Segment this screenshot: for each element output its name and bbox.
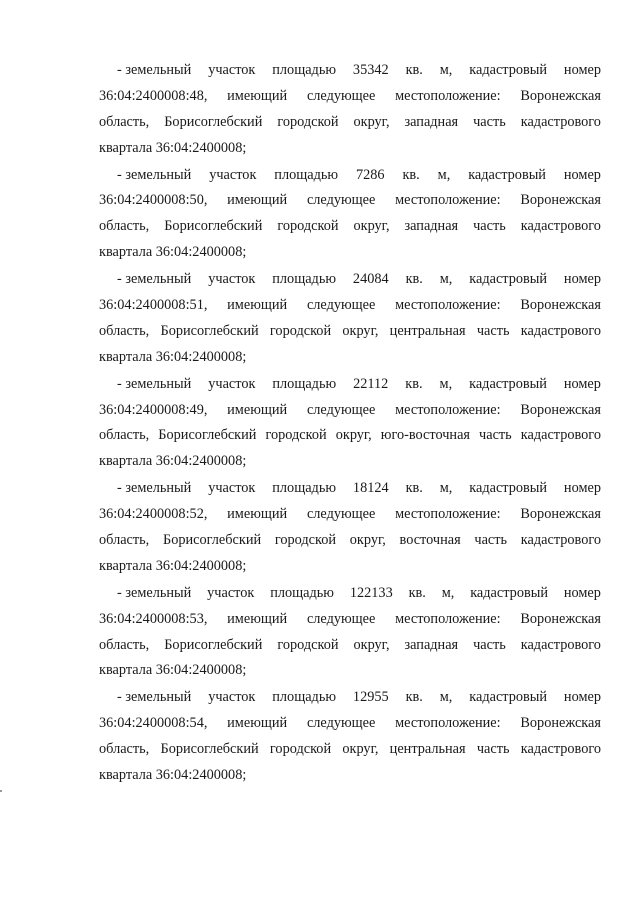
word: - земельный bbox=[117, 375, 192, 392]
word: - земельный bbox=[117, 584, 192, 601]
word: кв. bbox=[405, 480, 423, 497]
land-plot-item bbox=[99, 685, 601, 789]
word: часть bbox=[476, 741, 510, 758]
word: область, bbox=[99, 113, 150, 130]
word: следующее bbox=[306, 610, 376, 627]
item-line-first-line bbox=[99, 476, 601, 502]
word: местоположение: bbox=[395, 297, 501, 314]
word: - земельный bbox=[117, 271, 192, 288]
word: участок bbox=[208, 375, 256, 392]
word: имеющий bbox=[227, 192, 288, 209]
item-line-third-line bbox=[99, 110, 601, 136]
word: 36:04:2400008:50, bbox=[99, 192, 208, 209]
item-line-second-line bbox=[99, 84, 601, 110]
word: округ, bbox=[342, 741, 379, 758]
word: округ, bbox=[342, 322, 379, 339]
word: кв. bbox=[402, 166, 420, 183]
word: номер bbox=[563, 166, 601, 183]
land-plot-list bbox=[99, 58, 601, 790]
word: номер bbox=[563, 584, 601, 601]
word: м, bbox=[439, 62, 453, 78]
word: м, bbox=[439, 480, 453, 497]
item-line-second-line bbox=[99, 502, 601, 528]
word: кадастровый bbox=[469, 689, 548, 706]
word: часть bbox=[476, 322, 510, 339]
item-line-last: квартала 36:04:2400008; bbox=[99, 453, 247, 470]
land-plot-item bbox=[99, 581, 601, 685]
word: площадью bbox=[272, 689, 337, 706]
item-line-last: квартала 36:04:2400008; bbox=[99, 557, 247, 574]
item-line-second-line bbox=[99, 711, 601, 737]
word: местоположение: bbox=[395, 192, 501, 209]
word: 7286 bbox=[355, 166, 385, 183]
word: Борисоглебский bbox=[164, 218, 263, 235]
word: следующее bbox=[306, 192, 376, 209]
word: Воронежская bbox=[520, 297, 601, 314]
word: площадью bbox=[272, 271, 337, 288]
item-line-first-line bbox=[99, 685, 601, 711]
word: кадастровый bbox=[470, 584, 548, 601]
word: площадью bbox=[270, 584, 334, 601]
word: Воронежская bbox=[520, 87, 601, 104]
word: городской bbox=[269, 741, 332, 758]
word: м, bbox=[439, 271, 453, 288]
item-line-second-line bbox=[99, 293, 601, 319]
word: номер bbox=[563, 62, 601, 78]
word: Борисоглебский bbox=[164, 113, 263, 130]
word: - земельный bbox=[117, 689, 192, 706]
item-line-first-line bbox=[99, 163, 601, 189]
word: площадью bbox=[274, 166, 339, 183]
word: 36:04:2400008:54, bbox=[99, 715, 208, 732]
word: область, bbox=[99, 218, 150, 235]
word: 36:04:2400008:52, bbox=[99, 506, 208, 523]
word: Борисоглебский bbox=[160, 741, 259, 758]
word: местоположение: bbox=[395, 87, 501, 104]
word: Борисоглебский bbox=[162, 532, 262, 549]
word: кадастровый bbox=[469, 480, 548, 497]
word: номер bbox=[563, 689, 601, 706]
item-line-second-line bbox=[99, 188, 601, 214]
word: следующее bbox=[306, 506, 376, 523]
word: область, bbox=[99, 427, 150, 444]
word: кадастрового bbox=[520, 427, 601, 444]
word: 12955 bbox=[352, 689, 389, 706]
word: следующее bbox=[306, 87, 376, 104]
word: кадастрового bbox=[520, 636, 601, 653]
word: область, bbox=[99, 532, 150, 549]
word: Воронежская bbox=[520, 715, 601, 732]
word: часть bbox=[473, 218, 506, 235]
item-line-first-line bbox=[99, 372, 601, 398]
word: участок bbox=[208, 689, 256, 706]
word: западная bbox=[404, 113, 459, 130]
word: номер bbox=[563, 375, 601, 392]
word: площадью bbox=[272, 375, 337, 392]
word: кадастровый bbox=[468, 166, 546, 183]
word: западная bbox=[404, 636, 459, 653]
word: участок bbox=[207, 584, 255, 601]
word: кв. bbox=[405, 62, 423, 78]
word: Воронежская bbox=[520, 401, 601, 418]
item-line-last: квартала 36:04:2400008; bbox=[99, 767, 247, 784]
item-line-third-line bbox=[99, 737, 601, 763]
word: 122133 bbox=[349, 584, 393, 601]
word: часть bbox=[474, 532, 508, 549]
word: кадастрового bbox=[520, 322, 601, 339]
word: 36:04:2400008:49, bbox=[99, 401, 208, 418]
item-line-third-line bbox=[99, 214, 601, 240]
item-line-first-line bbox=[99, 581, 601, 607]
word: городской bbox=[269, 322, 332, 339]
item-line-first-line bbox=[99, 267, 601, 293]
item-line-last: квартала 36:04:2400008; bbox=[99, 348, 247, 365]
item-line-third-line bbox=[99, 528, 601, 554]
word: область, bbox=[99, 636, 150, 653]
word: кв. bbox=[405, 689, 423, 706]
word: площадью bbox=[272, 62, 337, 78]
word: городской bbox=[277, 113, 339, 130]
word: - земельный bbox=[117, 62, 192, 78]
word: 18124 bbox=[352, 480, 389, 497]
word: Воронежская bbox=[520, 506, 601, 523]
word: центральная bbox=[389, 322, 466, 339]
word: Борисоглебский bbox=[160, 322, 259, 339]
word: следующее bbox=[306, 715, 376, 732]
item-line-third-line bbox=[99, 633, 601, 659]
word: участок bbox=[208, 480, 256, 497]
word: 24084 bbox=[352, 271, 389, 288]
word: площадью bbox=[272, 480, 337, 497]
word: восточная bbox=[399, 532, 461, 549]
word: Борисоглебский bbox=[158, 427, 257, 444]
land-plot-item bbox=[99, 476, 601, 580]
word: местоположение: bbox=[395, 401, 501, 418]
word: следующее bbox=[306, 297, 376, 314]
word: кадастрового bbox=[520, 532, 601, 549]
word: имеющий bbox=[227, 297, 288, 314]
word: участок bbox=[208, 62, 256, 78]
word: часть bbox=[473, 636, 506, 653]
word: Борисоглебский bbox=[164, 636, 263, 653]
word: 36:04:2400008:48, bbox=[99, 87, 208, 104]
word: кв. bbox=[405, 375, 423, 392]
word: городской bbox=[277, 218, 339, 235]
word: кв. bbox=[405, 271, 423, 288]
word: имеющий bbox=[227, 610, 288, 627]
word: участок bbox=[208, 271, 256, 288]
word: следующее bbox=[306, 401, 376, 418]
item-line-second-line bbox=[99, 398, 601, 424]
word: имеющий bbox=[227, 87, 288, 104]
word: местоположение: bbox=[395, 506, 501, 523]
word: часть bbox=[473, 113, 506, 130]
word: центральная bbox=[389, 741, 466, 758]
item-line-last: квартала 36:04:2400008; bbox=[99, 662, 247, 679]
word: городской bbox=[274, 532, 337, 549]
item-line-last: квартала 36:04:2400008; bbox=[99, 139, 247, 156]
word: - земельный bbox=[117, 480, 192, 497]
word: 36:04:2400008:53, bbox=[99, 610, 208, 627]
word: западная bbox=[404, 218, 459, 235]
item-line-first-line bbox=[99, 58, 601, 84]
word: область, bbox=[99, 322, 150, 339]
word: кадастрового bbox=[520, 218, 601, 235]
word: кадастровый bbox=[469, 62, 548, 78]
word: городской bbox=[265, 427, 327, 444]
word: округ, bbox=[353, 218, 390, 235]
word: округ, bbox=[335, 427, 372, 444]
item-line-last: квартала 36:04:2400008; bbox=[99, 244, 247, 261]
word: часть bbox=[479, 427, 512, 444]
word: округ, bbox=[353, 636, 390, 653]
word: имеющий bbox=[227, 506, 288, 523]
word: местоположение: bbox=[395, 715, 501, 732]
item-line-second-line bbox=[99, 607, 601, 633]
word: Воронежская bbox=[520, 192, 601, 209]
word: кв. bbox=[408, 584, 426, 601]
word: 22112 bbox=[353, 375, 389, 392]
land-plot-item bbox=[99, 267, 601, 371]
scan-artifact bbox=[0, 790, 2, 792]
word: имеющий bbox=[227, 715, 288, 732]
word: кадастрового bbox=[520, 113, 601, 130]
word: юго-восточная bbox=[380, 427, 470, 444]
land-plot-item bbox=[99, 372, 601, 476]
word: 35342 bbox=[352, 62, 389, 78]
word: местоположение: bbox=[395, 610, 501, 627]
word: номер bbox=[563, 271, 601, 288]
word: номер bbox=[563, 480, 601, 497]
land-plot-item bbox=[99, 58, 601, 162]
word: округ, bbox=[349, 532, 386, 549]
word: м, bbox=[437, 166, 451, 183]
word: кадастровый bbox=[469, 375, 547, 392]
word: городской bbox=[277, 636, 339, 653]
word: область, bbox=[99, 741, 150, 758]
item-line-third-line bbox=[99, 423, 601, 449]
word: 36:04:2400008:51, bbox=[99, 297, 208, 314]
item-line-third-line bbox=[99, 319, 601, 345]
word: - земельный bbox=[117, 166, 192, 183]
word: имеющий bbox=[227, 401, 288, 418]
land-plot-item bbox=[99, 163, 601, 267]
word: участок bbox=[209, 166, 257, 183]
word: м, bbox=[441, 584, 455, 601]
word: м, bbox=[439, 689, 453, 706]
word: Воронежская bbox=[520, 610, 601, 627]
word: кадастровый bbox=[469, 271, 548, 288]
word: м, bbox=[439, 375, 453, 392]
word: кадастрового bbox=[520, 741, 601, 758]
word: округ, bbox=[353, 113, 390, 130]
